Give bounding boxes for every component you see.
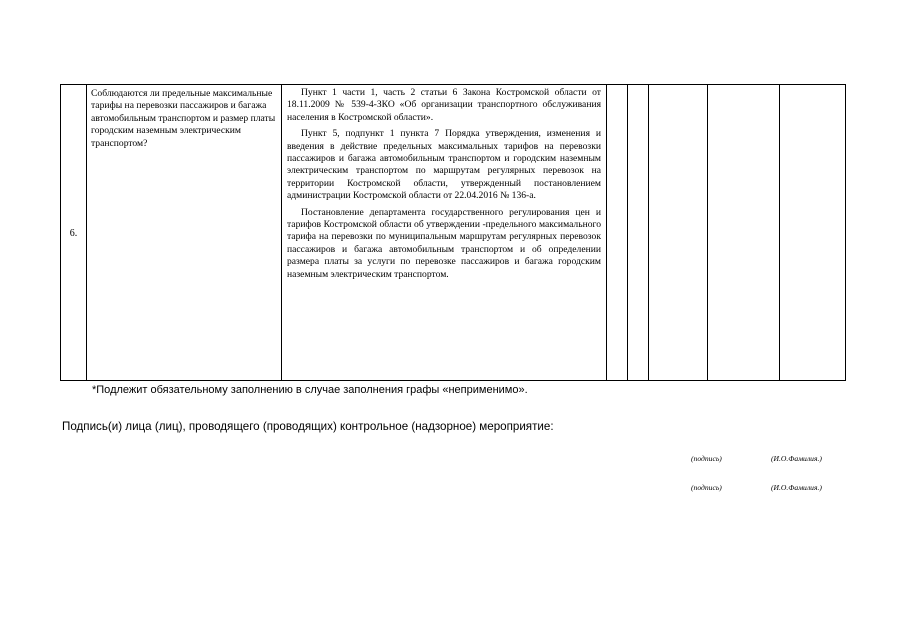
name-placeholder: (И.О.Фамилия.): [771, 454, 822, 463]
table-row: [61, 85, 846, 381]
answer-cell-no[interactable]: [628, 85, 649, 381]
signature-placeholder: (подпись): [691, 483, 722, 492]
row-number-cell: [61, 85, 87, 381]
footnote: *Подлежит обязательному заполнению в случае заполнения графы «неприменимо».: [92, 384, 528, 396]
question-cell: [87, 85, 282, 381]
answer-cell-extra[interactable]: [780, 85, 846, 381]
reference-paragraph: Постановление департамента государственного регулирования цен и тарифов Костромской области об утверждении -предельного максимального тарифа на перевозки по муниципальным маршрутам регулярных перевозок пассажиров и багажа автомобильным транспортом и об определении размера платы за услуги по перевозке пассажиров и багажа городским наземным электрическим транспортом.: [287, 206, 601, 280]
row-number: 6.: [69, 228, 78, 239]
name-placeholder: (И.О.Фамилия.): [771, 483, 822, 492]
signature-placeholder: (подпись): [691, 454, 722, 463]
answer-cell-note[interactable]: [708, 85, 780, 381]
answer-cell-yes[interactable]: [607, 85, 628, 381]
checklist-table: [60, 84, 846, 381]
question-text: Соблюдаются ли предельные максимальные тарифы на перевозки пассажиров и багажа автомобильным транспортом и размер платы городским наземным электрическим транспортом?: [91, 88, 276, 149]
reference-paragraph: Пункт 1 части 1, часть 2 статьи 6 Закона Костромской области от 18.11.2009 № 539-4-ЗКО «Об организации транспортного обслуживания населения в Костромской области».: [287, 87, 601, 123]
reference-paragraph: Пункт 5, подпункт 1 пункта 7 Порядка утверждения, изменения и введения в действие предельных максимальных тарифов на перевозки пассажиров и багажа автомобильным транспортом и городским наземным электрическим транспортом по маршрутам регулярных перевозок на территории Костромской области, утвержденный постановлением администрации Костромской области от 22.04.2016 № 136-а.: [287, 128, 601, 202]
references-cell: [282, 85, 607, 381]
answer-cell-not-applicable[interactable]: [649, 85, 708, 381]
signature-label: Подпись(и) лица (лиц), проводящего (проводящих) контрольное (надзорное) мероприятие:: [62, 420, 554, 433]
